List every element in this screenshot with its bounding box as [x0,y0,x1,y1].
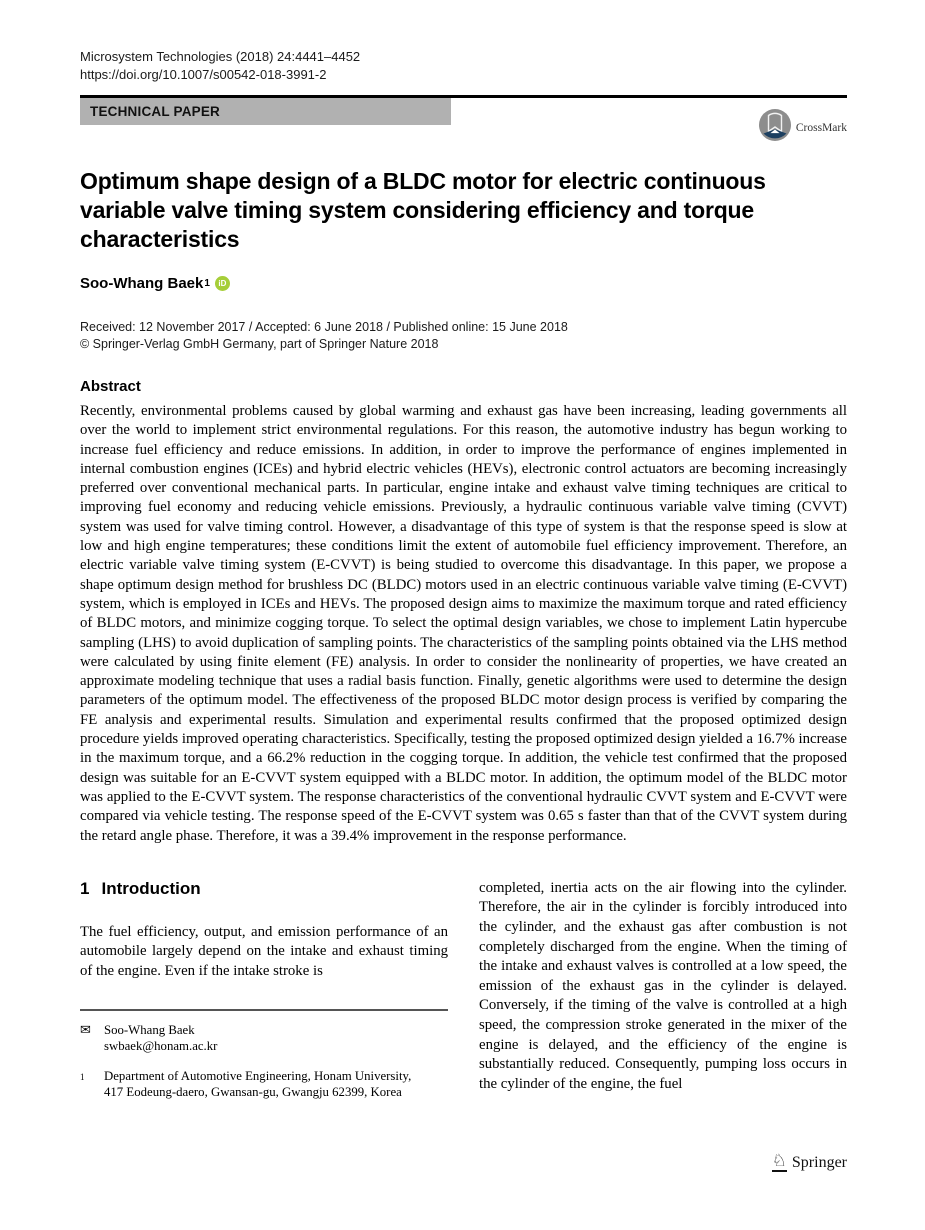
affiliation-row [80,1068,448,1100]
page-content [80,0,847,1100]
orcid-icon[interactable]: iD [215,276,230,291]
affiliation-line2: 417 Eodeung-daero, Gwansan-gu, Gwangju 62399, Korea [104,1084,402,1099]
article-type-banner: TECHNICAL PAPER [80,98,451,125]
affiliation-line1: Department of Automotive Engineering, Honam University, [104,1068,412,1083]
springer-knight-icon: ♘ [771,1151,787,1171]
right-column [479,879,847,1100]
crossmark-button[interactable] [758,108,847,147]
footnote-rule [80,1009,448,1011]
left-column [80,879,448,1100]
publisher-name: Springer [791,1153,847,1171]
crossmark-label: CrossMark [795,121,847,134]
crossmark-icon [758,108,792,147]
correspondence-block [104,1022,217,1054]
abstract-text: Recently, environmental problems caused by global warming and exhaust gas have been increasing, leading governments all over the world to implement strict environmental regulations. For this reason, the automotive industry has begun working to increase fuel efficiency and reduce emissions. In addition, in order to improve the performance of engines implemented in internal combustion engines (ICEs) and hybrid electric vehicles (HEVs), electronic control actuators are becoming increasingly preferred over conventional mechanical parts. In particular, engine intake and exhaust valve timing techniques are critical to improving fuel economy and reducing vehicle emissions. Previously, a hydraulic continuous variable valve timing (CVVT) system was used for valve timing control. However, a disadvantage of this type of system is that the response speed is slow at low and high engine temperatures; these conditions limit the extent of automobile fuel efficiency improvement. Therefore, an electric variable valve timing system (E-CVVT) is being studied to overcome this disadvantage. In this paper, we propose a shape optimum design method for brushless DC (BLDC) motors used in an electric continuous variable valve timing (E-CVVT) system, which is employed in ICEs and HEVs. The proposed design aims to maximize the maximum torque and rated efficiency of BLDC motors, and minimize cogging torque. To select the optimal design variables, we chose to implement Latin hypercube sampling (LHS) to avoid duplication of sampling points. The characteristics of the sampling points obtained via the LHS method were calculated by using finite element (FE) analysis. In order to consider the nonlinearity of properties, we have created an approximate modeling technique that uses a radial basis function. Finally, genetic algorithms were used to determine the design parameters of the optimum model. The effectiveness of the proposed BLDC motor design process is verified by comparing the FE analysis and experimental results. Simulation and experimental results confirmed that the proposed optimized design procedure yields improved operating characteristics. Specifically, testing the proposed optimized design yielded a 16.7% increase in the maximum torque, and a 66.2% reduction in the cogging torque. In addition, the vehicle test confirmed that the proposed design was suitable for an E-CVVT system equipped with a BLDC motor. In addition, the optimum model of the BLDC motor was applied to the E-CVVT system. The response characteristics of the conventional hydraulic CVVT system and E-CVVT were compared via vehicle testing. The response speed of the E-CVVT system was 0.65 s faster than that of the CVVT system during the retard angle phase. Therefore, it was a 39.4% improvement in the response performance. [80,403,847,844]
author-line [80,275,847,292]
affiliation-block [104,1068,411,1100]
copyright-line: © Springer-Verlag GmbH Germany, part of Springer Nature 2018 [80,337,439,351]
two-column-body [80,879,847,1100]
journal-citation: Microsystem Technologies (2018) 24:4441–4452 [80,49,361,64]
section-title: Introduction [101,878,201,898]
doi-link[interactable]: https://doi.org/10.1007/s00542-018-3991-2 [80,67,327,82]
correspondence-email[interactable]: swbaek@honam.ac.kr [104,1038,218,1053]
affiliation-marker: 1 [80,1071,85,1082]
received-dates: Received: 12 November 2017 / Accepted: 6 June 2018 / Published online: 15 June 2018 [80,320,568,334]
author-name: Soo-Whang Baek [80,275,204,292]
correspondence-name: Soo-Whang Baek [104,1022,195,1037]
footnote-block [80,1009,448,1100]
paper-title: Optimum shape design of a BLDC motor for electric continuous variable valve timing system considering efficiency and torque characteristics [80,168,766,252]
author-affiliation-marker: 1 [204,278,210,289]
intro-paragraph-left: The fuel efficiency, output, and emission performance of an automobile largely depend on the intake and exhaust timing of the engine. Even if the intake stroke is [80,923,448,980]
correspondence-row [80,1022,448,1054]
intro-paragraph-right: completed, inertia acts on the air flowing into the cylinder. Therefore, the air in the cylinder is forcibly introduced into the cylinder, and the exhaust gas after combustion is not completely discharged from the engine. When the timing of the intake and exhaust valves is controlled at a low speed, the emission of the exhaust gas in the cylinder is delayed. Conversely, if the timing of the valve is controlled at a high speed, the compression stroke generated in the mixer of the engine is delayed, and the efficiency of the engine is substantially reduced. Consequently, pumping loss occurs in the cylinder of the engine, the fuel [479,879,847,1092]
publisher-logo [772,1153,847,1172]
envelope-icon: ✉ [80,1021,91,1037]
section-heading [80,879,448,899]
abstract-heading: Abstract [80,378,141,395]
section-number: 1 [80,878,90,898]
